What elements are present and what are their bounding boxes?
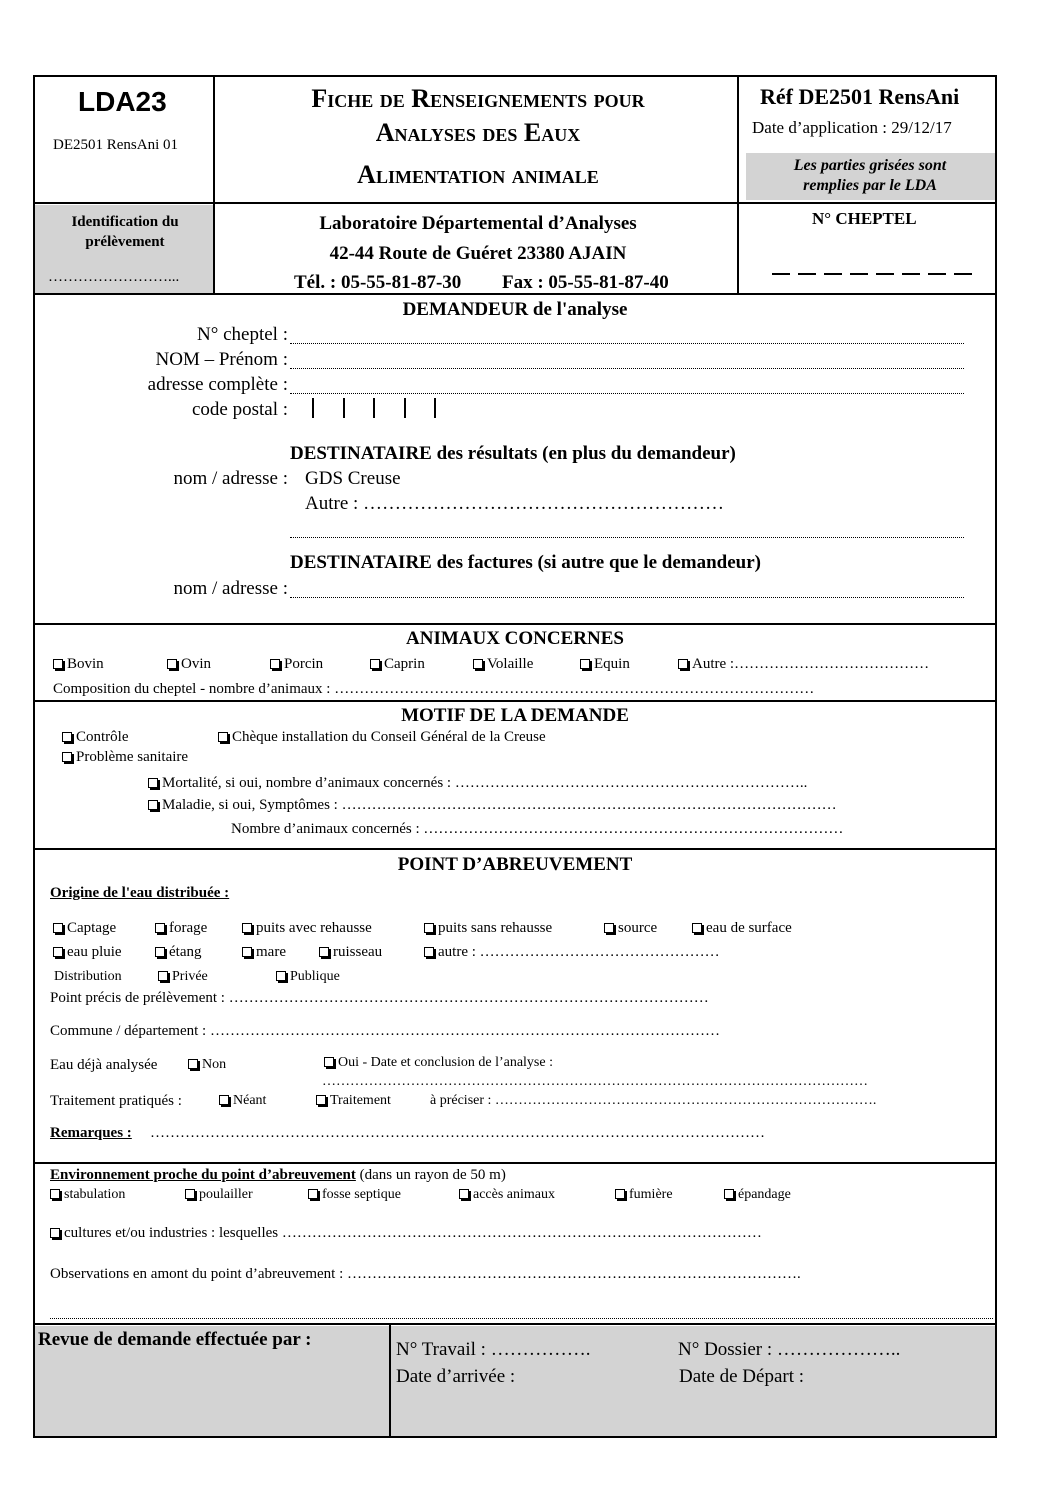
checkbox-icon: [53, 947, 63, 957]
checkbox-icon: [692, 923, 702, 933]
resultats-extra-line[interactable]: [290, 537, 964, 538]
checkbox-icon: [158, 971, 168, 981]
destinataire-factures-heading: DESTINATAIRE des factures (si autre que le demandeur): [290, 552, 761, 573]
adresse-field-label: adresse complète :: [147, 374, 288, 395]
checkbox-stabulation[interactable]: stabulation: [50, 1188, 125, 1202]
checkbox-controle[interactable]: Contrôle: [62, 730, 129, 745]
destinataire-resultats-heading: DESTINATAIRE des résultats (en plus du demandeur): [290, 443, 736, 464]
checkbox-source[interactable]: source: [604, 921, 657, 936]
eau-deja-analysee-label: Eau déjà analysée: [50, 1057, 158, 1073]
checkbox-non[interactable]: Non: [188, 1058, 226, 1072]
resultats-address-label: nom / adresse :: [173, 468, 288, 489]
checkbox-icon: [473, 659, 483, 669]
checkbox-mare[interactable]: mare: [242, 945, 286, 960]
checkbox-icon: [219, 1095, 229, 1105]
revue-demande-label: Revue de demande effectuée par :: [38, 1329, 312, 1350]
numero-dossier[interactable]: N° Dossier : ………………..: [678, 1339, 901, 1360]
demandeur-heading: DEMANDEUR de l'analyse: [402, 299, 628, 320]
checkbox-etang[interactable]: étang: [155, 945, 201, 960]
checkbox-icon: [319, 947, 329, 957]
checkbox-icon: [62, 732, 72, 742]
checkbox-bovin[interactable]: Bovin: [53, 657, 104, 672]
checkbox-icon: [53, 659, 63, 669]
resultats-value-autre[interactable]: Autre : …………………………………………………: [305, 493, 725, 514]
checkbox-icon: [185, 1189, 195, 1199]
checkbox-ovin[interactable]: Ovin: [167, 657, 211, 672]
checkbox-puits-sans-rehausse[interactable]: puits sans rehausse: [424, 921, 552, 936]
origine-eau-label: Origine de l'eau distribuée :: [50, 885, 230, 901]
form-title-line2: Analyses des Eaux: [375, 118, 581, 147]
checkbox-icon: [155, 923, 165, 933]
checkbox-traitement[interactable]: Traitement: [316, 1094, 391, 1108]
animaux-heading: ANIMAUX CONCERNES: [406, 628, 624, 649]
code-postal-label: code postal :: [191, 399, 288, 420]
lab-address: 42-44 Route de Guéret 23380 AJAIN: [329, 243, 627, 264]
checkbox-icon: [724, 1189, 734, 1199]
identification-label: Identification du prélèvement: [71, 214, 179, 250]
cheptel-label: N° CHEPTEL: [812, 209, 917, 228]
checkbox-cheque-installation[interactable]: Chèque installation du Conseil Général de la Creuse: [218, 730, 546, 745]
traitement-label: Traitement pratiqués :: [50, 1093, 182, 1109]
adresse-input[interactable]: [290, 393, 964, 394]
checkbox-icon: [316, 1095, 326, 1105]
doc-code: DE2501 RensAni 01: [53, 137, 178, 153]
checkbox-icon: [604, 923, 614, 933]
checkbox-icon: [50, 1189, 60, 1199]
cheptel-input[interactable]: [290, 343, 964, 344]
checkbox-icon: [242, 923, 252, 933]
checkbox-equin[interactable]: Equin: [580, 657, 630, 672]
remarques-input[interactable]: ……………………………………………………………………………………………………………: [150, 1125, 765, 1141]
nom-field-label: NOM – Prénom :: [155, 349, 288, 370]
checkbox-icon: [276, 971, 286, 981]
checkbox-acces-animaux[interactable]: accès animaux: [459, 1188, 555, 1202]
checkbox-captage[interactable]: Captage: [53, 921, 116, 936]
checkbox-fosse-septique[interactable]: fosse septique: [308, 1188, 401, 1202]
checkbox-autre-animal[interactable]: Autre :…………………………………: [678, 657, 929, 672]
checkbox-icon: [50, 1228, 60, 1238]
traitement-preciser[interactable]: à préciser : ……………………………………………………………………….: [430, 1093, 877, 1108]
checkbox-probleme-sanitaire[interactable]: Problème sanitaire: [62, 750, 188, 765]
checkbox-cultures-industries[interactable]: cultures et/ou industries : lesquelles ……………………………………………………………………………………: [50, 1226, 762, 1241]
checkbox-epandage[interactable]: épandage: [724, 1188, 791, 1202]
checkbox-poulailler[interactable]: poulailler: [185, 1188, 253, 1202]
numero-travail[interactable]: N° Travail : …………….: [396, 1339, 591, 1360]
checkbox-caprin[interactable]: Caprin: [370, 657, 425, 672]
checkbox-icon: [324, 1057, 334, 1067]
nom-input[interactable]: [290, 368, 964, 369]
factures-address-label: nom / adresse :: [173, 578, 288, 599]
checkbox-icon: [580, 659, 590, 669]
checkbox-icon: [459, 1189, 469, 1199]
lab-phone: Tél. : 05-55-81-87-30: [294, 272, 462, 293]
checkbox-icon: [188, 1059, 198, 1069]
checkbox-puits-avec-rehausse[interactable]: puits avec rehausse: [242, 921, 372, 936]
checkbox-fumiere[interactable]: fumière: [615, 1188, 673, 1202]
date-arrivee[interactable]: Date d’arrivée :: [396, 1366, 516, 1387]
checkbox-volaille[interactable]: Volaille: [473, 657, 533, 672]
reference: Réf DE2501 RensAni: [760, 84, 960, 109]
date-depart[interactable]: Date de Départ :: [679, 1366, 805, 1387]
checkbox-icon: [62, 752, 72, 762]
checkbox-icon: [370, 659, 380, 669]
checkbox-icon: [148, 800, 158, 810]
observations-amont[interactable]: Observations en amont du point d’abreuvement : ……………………………………………………………………………….: [50, 1266, 801, 1282]
checkbox-porcin[interactable]: Porcin: [270, 657, 323, 672]
checkbox-publique[interactable]: Publique: [276, 970, 340, 984]
factures-address-input[interactable]: [290, 597, 964, 598]
checkbox-icon: [155, 947, 165, 957]
checkbox-icon: [678, 659, 688, 669]
checkbox-privee[interactable]: Privée: [158, 970, 208, 984]
point-heading: POINT D’ABREUVEMENT: [397, 854, 633, 875]
grey-note: Les parties grisées sont remplies par le LDA: [793, 157, 947, 194]
checkbox-icon: [167, 659, 177, 669]
point-precis-prelevement[interactable]: Point précis de prélèvement : ……………………………………………………………………………………: [50, 990, 709, 1006]
distribution-label: Distribution: [54, 969, 122, 984]
checkbox-maladie[interactable]: Maladie, si oui, Symptômes : ………………………………………………………………………………………: [148, 798, 837, 813]
checkbox-icon: [148, 778, 158, 788]
checkbox-icon: [218, 732, 228, 742]
checkbox-forage[interactable]: forage: [155, 921, 207, 936]
motif-heading: MOTIF DE LA DEMANDE: [401, 705, 629, 726]
checkbox-autre-origine[interactable]: autre : …………………………………………: [424, 945, 720, 960]
checkbox-eau-surface[interactable]: eau de surface: [692, 921, 792, 936]
nombre-animaux-concernes[interactable]: Nombre d’animaux concernés : …………………………………………………………………………: [231, 821, 844, 837]
lab-fax: Fax : 05-55-81-87-40: [502, 272, 669, 293]
lab-name: Laboratoire Départemental d’Analyses: [319, 213, 637, 234]
remarques-label: Remarques :: [50, 1125, 132, 1141]
identification-dots: ……………………...: [48, 269, 180, 285]
observations-extra-line[interactable]: [50, 1318, 993, 1319]
checkbox-ruisseau[interactable]: ruisseau: [319, 945, 382, 960]
checkbox-neant[interactable]: Néant: [219, 1094, 266, 1108]
checkbox-icon: [53, 923, 63, 933]
checkbox-icon: [424, 947, 434, 957]
resultats-value-gds: GDS Creuse: [305, 468, 401, 489]
form-title-line3: Alimentation animale: [357, 160, 599, 189]
checkbox-icon: [242, 947, 252, 957]
application-date: Date d’application : 29/12/17: [752, 118, 952, 137]
environnement-heading: Environnement proche du point d’abreuvement (dans un rayon de 50 m): [50, 1167, 506, 1183]
cheptel-field-label: N° cheptel :: [197, 324, 288, 345]
lab-code: LDA23: [78, 86, 167, 117]
checkbox-eau-pluie[interactable]: eau pluie: [53, 945, 122, 960]
checkbox-icon: [270, 659, 280, 669]
checkbox-icon: [308, 1189, 318, 1199]
checkbox-mortalite[interactable]: Mortalité, si oui, nombre d’animaux concernés : ……………………………………………………………..: [148, 776, 807, 791]
commune-departement[interactable]: Commune / département : …………………………………………………………………………………………: [50, 1023, 720, 1039]
composition-cheptel[interactable]: Composition du cheptel - nombre d’animaux : ……………………………………………………………………………………: [53, 681, 815, 697]
checkbox-oui-analyse[interactable]: Oui - Date et conclusion de l’analyse :: [324, 1056, 553, 1070]
checkbox-icon: [424, 923, 434, 933]
analyse-conclusion-input[interactable]: ………………………………………………………………………………………………………: [322, 1074, 868, 1089]
checkbox-icon: [615, 1189, 625, 1199]
